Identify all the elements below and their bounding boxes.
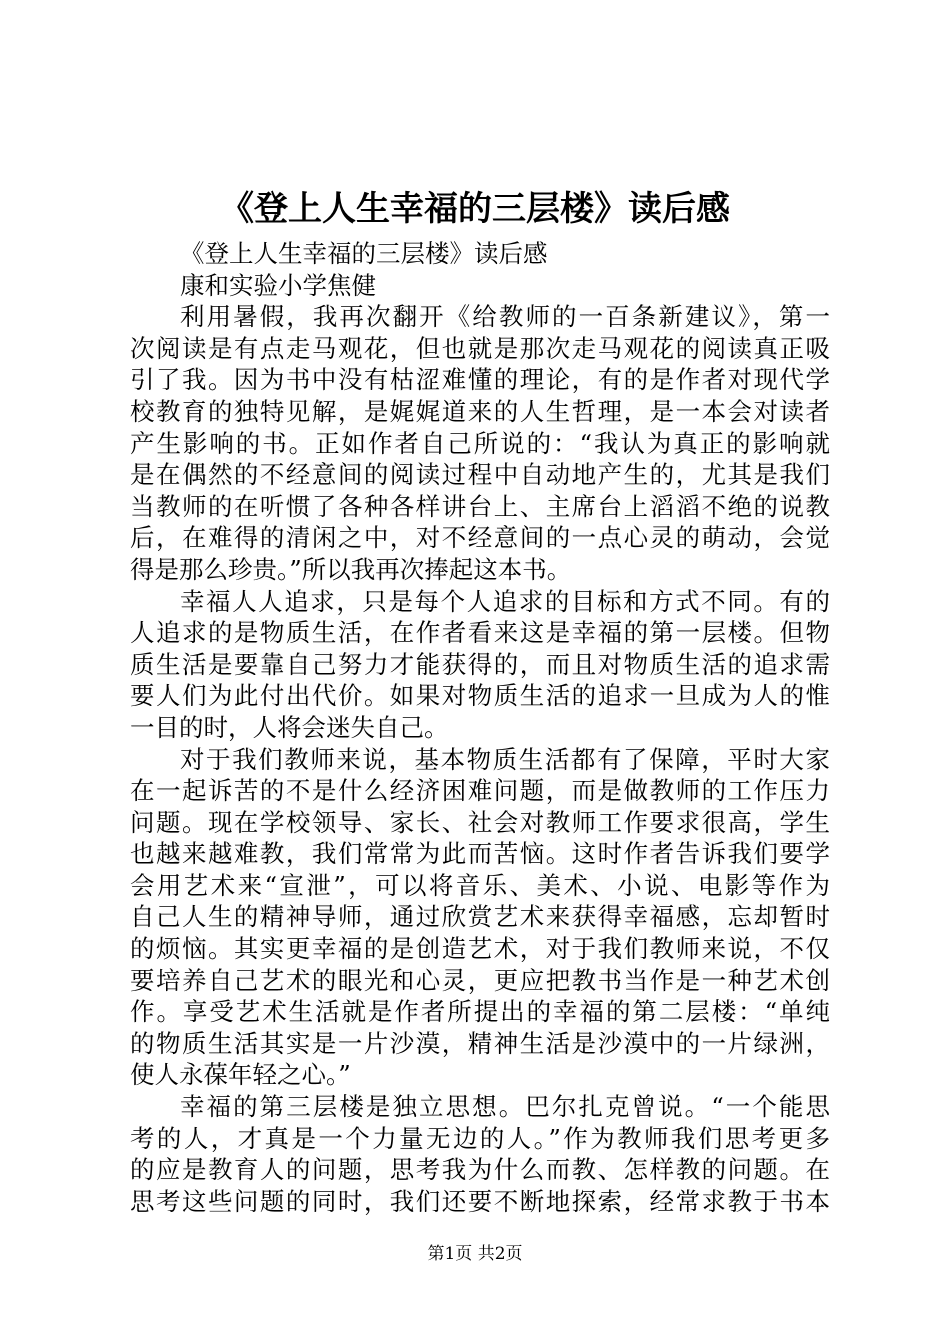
text-line: 也越来越难教，我们常常为此而苦恼。这时作者告诉我们要学 (130, 839, 830, 869)
page-footer: 第1页 共2页 (427, 1244, 523, 1264)
text-line: 引了我。因为书中没有枯涩难懂的理论，有的是作者对现代学 (130, 365, 830, 395)
text-line: 在一起诉苦的不是什么经济困难问题，而是做教师的工作压力 (130, 776, 830, 806)
text-line: 自己人生的精神导师，通过欣赏艺术来获得幸福感，忘却暂时 (130, 902, 830, 932)
text-line: 得是那么珍贵。”所以我再次捧起这本书。 (130, 554, 572, 584)
text-line: 是在偶然的不经意间的阅读过程中自动地产生的，尤其是我们 (130, 460, 830, 490)
text-line: 《登上人生幸福的三层楼》读后感 (180, 239, 548, 268)
text-line: 校教育的独特见解，是娓娓道来的人生哲理，是一本会对读者 (130, 396, 830, 426)
text-line: 人追求的是物质生活，在作者看来这是幸福的第一层楼。但物 (130, 618, 830, 648)
text-line: 质生活是要靠自己努力才能获得的，而且对物质生活的追求需 (130, 649, 830, 679)
text-line: 的物质生活其实是一片沙漠，精神生活是沙漠中的一片绿洲， (130, 1028, 830, 1058)
text-line: 对于我们教师来说，基本物质生活都有了保障，平时大家 (180, 744, 830, 774)
text-line: 当教师的在听惯了各种各样讲台上、主席台上滔滔不绝的说教 (130, 491, 830, 521)
text-line: 利用暑假，我再次翻开《给教师的一百条新建议》，第一 (180, 302, 830, 332)
text-line: 会用艺术来“宣泄”，可以将音乐、美术、小说、电影等作为 (130, 870, 830, 900)
text-line: 产生影响的书。正如作者自己所说的：“我认为真正的影响就 (130, 428, 830, 458)
text-line: 要培养自己艺术的眼光和心灵，更应把教书当作是一种艺术创 (130, 965, 830, 995)
text-line: 作。享受艺术生活就是作者所提出的幸福的第二层楼：“单纯 (130, 997, 830, 1027)
text-line: 考的人，才真是一个力量无边的人。”作为教师我们思考更多 (130, 1123, 830, 1153)
text-line: 要人们为此付出代价。如果对物质生活的追求一旦成为人的惟 (130, 681, 830, 711)
text-line: 的烦恼。其实更幸福的是创造艺术，对于我们教师来说，不仅 (130, 934, 830, 964)
document-title: 《登上人生幸福的三层楼》读后感 (220, 189, 730, 229)
text-line: 康和实验小学焦健 (180, 270, 376, 300)
text-line: 的应是教育人的问题，思考我为什么而教、怎样教的问题。在 (130, 1155, 830, 1185)
text-line: 次阅读是有点走马观花，但也就是那次走马观花的阅读真正吸 (130, 333, 830, 363)
text-line: 幸福人人追求，只是每个人追求的目标和方式不同。有的 (180, 586, 830, 616)
text-line: 问题。现在学校领导、家长、社会对教师工作要求很高，学生 (130, 807, 830, 837)
text-line: 一目的时，人将会迷失自己。 (130, 712, 449, 742)
text-line: 思考这些问题的同时，我们还要不断地探索，经常求教于书本 (130, 1186, 830, 1216)
text-line: 使人永葆年轻之心。” (130, 1060, 351, 1090)
text-line: 后，在难得的清闲之中，对不经意间的一点心灵的萌动，会觉 (130, 523, 830, 553)
text-line: 幸福的第三层楼是独立思想。巴尔扎克曾说。“一个能思 (180, 1092, 830, 1122)
document-body (130, 238, 830, 1217)
